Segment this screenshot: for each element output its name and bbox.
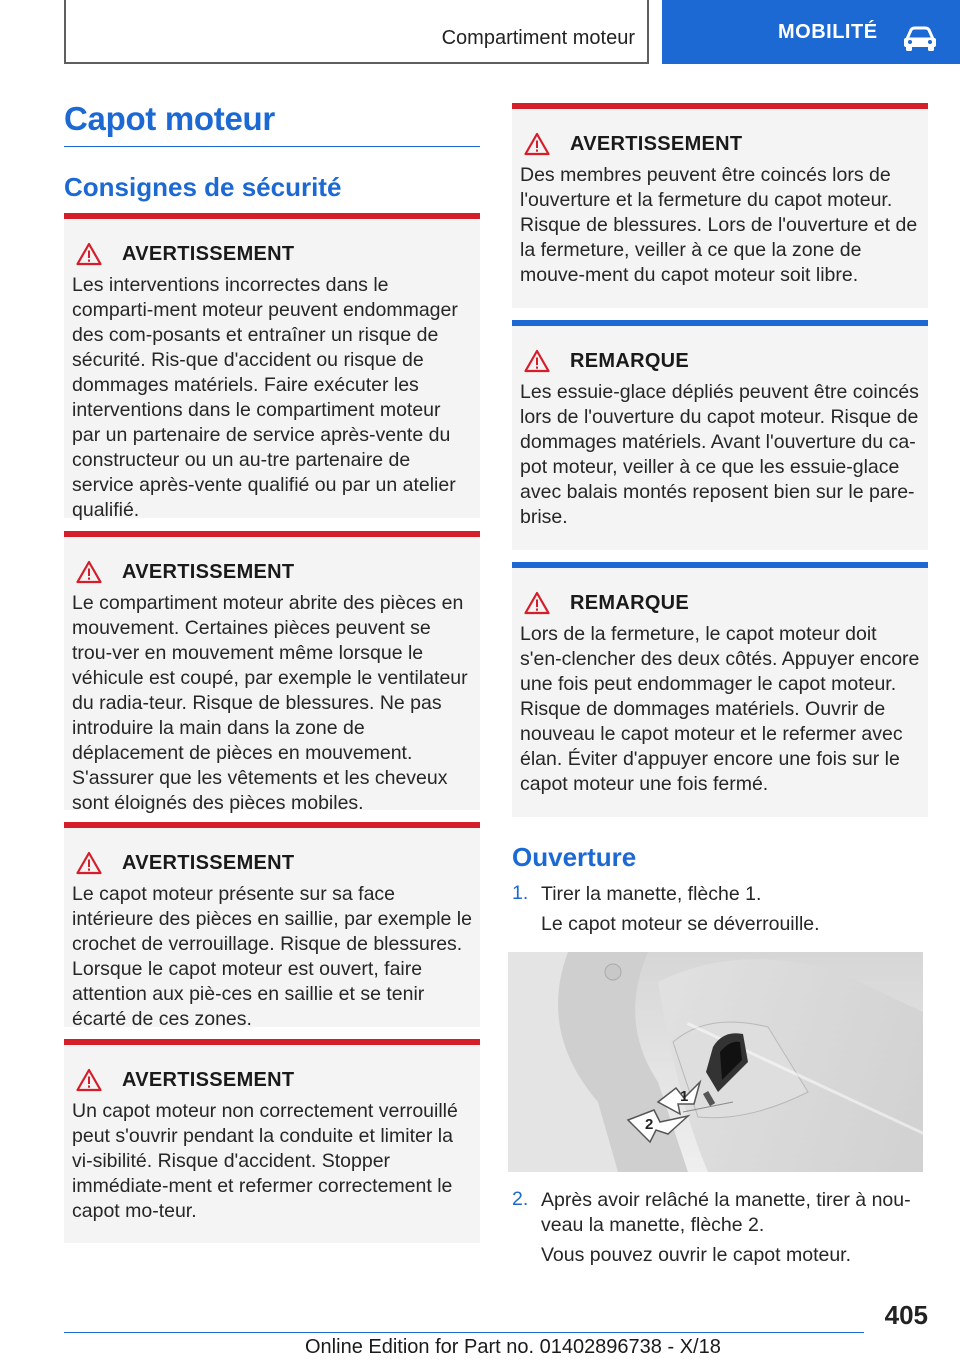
hood-release-lever-figure [508,952,923,1172]
warning-triangle-icon [524,591,550,615]
opening-title: Ouverture [512,842,637,872]
car-icon [902,26,938,52]
footer-edition: Online Edition for Part no. 01402896738 - X/18 [305,1336,721,1358]
box-text: Le capot moteur présente sur sa face intérieure des pièces en saillie, par exemple le crochet de verrouillage. Risque de blessures. Lorsque le capot moteur est ouvert, faire attention aux piè-ces en saillie et se tenir écarté de ces zones. [72,883,472,1030]
box-title: REMARQUE [570,349,690,372]
box-text: Les interventions incorrectes dans le comparti-ment moteur peuvent endommager des com-posants et entraîner un risque de sécurité. Ris-que d'accident ou risque de dommages matériels. Faire exécuter les interventions dans le compartiment moteur par un partenaire de service après-vente du constructeur ou un au-tre partenaire de service après-vente qualifié ou par un atelier qualifié. [72,274,458,521]
step-number: 1. [512,882,529,904]
box-text: Les essuie-glace dépliés peuvent être coincés lors de l'ouverture du capot moteur. Risque de dommages matériels. Avant l'ouverture du ca-pot moteur, veiller à ce que les essuie-glace avec balais montés reposent bien sur le pare-brise. [520,381,919,528]
warning-box [64,1039,480,1243]
safety-title: Consignes de sécurité [64,172,342,202]
box-text: Lors de la fermeture, le capot moteur doit s'en-clencher des deux côtés. Appuyer encore une fois peut endommager le capot moteur. Risque de dommages matériels. Ouvrir de nouveau le capot moteur et le refermer avec élan. Éviter d'appuyer encore une fois sur le capot moteur une fois fermé. [520,623,920,795]
arrow-label-1: 1 [680,1088,689,1105]
note-box [512,320,928,550]
header-chapter-frame [64,0,649,64]
warning-triangle-icon [76,242,102,266]
warning-box [64,213,480,521]
box-title: AVERTISSEMENT [122,242,295,265]
warning-triangle-icon [76,851,102,875]
step-result: Le capot moteur se déverrouille. [541,913,820,935]
box-text: Le compartiment moteur abrite des pièces en mouvement. Certaines pièces peuvent se trou-ver en mouvement même lorsque le véhicule est coupé, par exemple le ventilateur du radia-teur. Risque de blessures. Ne pas introduire la main dans la zone de déplacement de pièces en mouvement. S'assurer que les vêtements et les cheveux sont éloignés des pièces mobiles. [72,592,468,814]
box-text: Des membres peuvent être coincés lors de l'ouverture et la fermeture du capot moteur. Risque de blessures. Lors de l'ouverture et de la fermeture, veiller à ce que la zone de mouve-ment du capot moteur soit libre. [520,164,918,286]
header-tab-mobilite[interactable] [662,0,960,64]
step-item [512,1188,928,1278]
section-title: Capot moteur [64,100,275,137]
warning-triangle-icon [524,349,550,373]
footer-rule [64,1332,864,1333]
hood-release-illustration [508,952,923,1172]
step-instruction: Après avoir relâché la manette, tirer à nou-veau la manette, flèche 2. [541,1189,911,1236]
warning-triangle-icon [524,132,550,156]
step-number: 2. [512,1188,529,1210]
box-title: AVERTISSEMENT [122,1068,295,1091]
warning-box [64,531,480,814]
section-title-rule [64,146,480,147]
box-title: REMARQUE [570,591,690,614]
step-instruction: Tirer la manette, flèche 1. [541,883,762,905]
tab-label: MOBILITÉ [778,20,878,43]
box-title: AVERTISSEMENT [122,560,295,583]
warning-box [64,822,480,1030]
chapter-title: Compartiment moteur [441,27,635,49]
warning-triangle-icon [76,560,102,584]
arrow-label-2: 2 [645,1116,654,1133]
note-box [512,562,928,817]
warning-triangle-icon [76,1068,102,1092]
box-text: Un capot moteur non correctement verrouillé peut s'ouvrir pendant la conduite et limiter la vi-sibilité. Risque d'accident. Stopper immédiate-ment et refermer correctement le capot mo-teur. [72,1100,458,1222]
box-title: AVERTISSEMENT [570,132,743,155]
page-number: 405 [884,1300,928,1330]
warning-box [512,103,928,308]
step-item [512,882,928,942]
box-title: AVERTISSEMENT [122,851,295,874]
step-result: Vous pouvez ouvrir le capot moteur. [541,1244,852,1266]
